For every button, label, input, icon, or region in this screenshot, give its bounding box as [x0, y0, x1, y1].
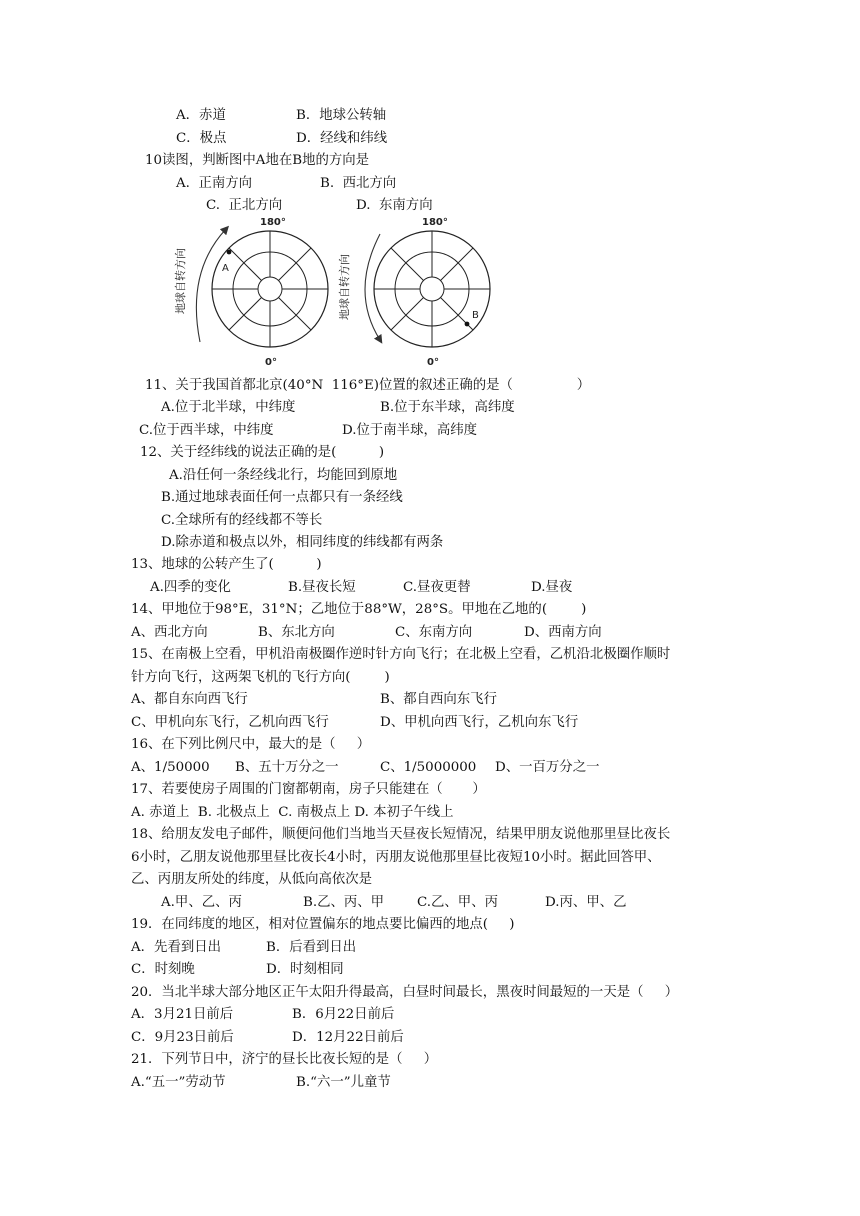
q21-option-a: A.“五一”劳动节 [131, 1075, 226, 1090]
q10-option-c: C. 正北方向 [206, 198, 283, 213]
left-top-degree: 180° [260, 217, 286, 228]
q19-option-d: D．时刻相同 [266, 962, 344, 977]
q10-option-b: B. 西北方向 [320, 176, 397, 191]
earth-rotation-figure [170, 212, 510, 370]
q21-option-b: B.“六一”儿童节 [296, 1075, 391, 1090]
q10-option-d: D. 东南方向 [356, 198, 433, 213]
left-polar-view [173, 217, 328, 368]
point-b-marker [465, 322, 470, 327]
q15-option-d: D、甲机向西飞行，乙机向东飞行 [380, 715, 579, 730]
q12-option-c: C.全球所有的经线都不等长 [161, 513, 323, 528]
q20-option-d: D．12月22日前后 [292, 1030, 404, 1045]
q15-option-a: A、都自东向西飞行 [131, 692, 248, 707]
q12-option-a: A.沿任何一条经线北行，均能回到原地 [169, 468, 398, 483]
q11-option-b: B.位于东半球，高纬度 [380, 400, 515, 415]
right-polar-view [337, 217, 490, 368]
q11-option-c: C.位于西半球，中纬度 [139, 423, 274, 438]
q18-option-b: B.乙、丙、甲 [303, 895, 385, 910]
q11-option-a: A.位于北半球，中纬度 [161, 400, 296, 415]
q10-stem: 10读图，判断图中A地在B地的方向是 [145, 153, 370, 168]
q16-option-d: D、一百万分之一 [495, 760, 600, 775]
q18-stem-line1: 18、给朋友发电子邮件，顺便问他们当地当天昼夜长短情况，结果甲朋友说他那里昼比夜长 [131, 827, 671, 842]
q17-stem: 17、若要使房子周围的门窗都朝南，房子只能建在（ ） [131, 782, 486, 797]
q20-stem: 20．当北半球大部分地区正午太阳升得最高，白昼时间最长，黑夜时间最短的一天是（ ） [131, 985, 679, 1000]
q15-stem-line2: 针方向飞行，这两架飞机的飞行方向( ) [131, 670, 390, 685]
q11-stem: 11、关于我国首都北京(40°N 116°E)位置的叙述正确的是（ ） [145, 378, 591, 393]
q16-option-b: B、五十万分之一 [235, 760, 339, 775]
q18-option-c: C.乙、甲、丙 [417, 895, 498, 910]
q9-option-c: C．极点 [176, 131, 227, 146]
q14-option-a: A、西北方向 [131, 625, 208, 640]
left-rotation-arrow [196, 229, 226, 342]
q12-option-d: D.除赤道和极点以外，相同纬度的纬线都有两条 [161, 535, 444, 550]
point-a-label: A [222, 263, 229, 274]
q15-option-b: B、都自西向东飞行 [380, 692, 497, 707]
q15-option-c: C、甲机向东飞行，乙机向西飞行 [131, 715, 329, 730]
q20-option-c: C．9月23日前后 [131, 1030, 234, 1045]
q16-option-a: A、1/50000 [131, 760, 210, 775]
q18-stem-line2: 6小时，乙朋友说他那里昼比夜长4小时，丙朋友说他那里昼比夜短10小时。据此回答甲、 [131, 850, 661, 865]
q18-stem-line3: 乙、丙朋友所处的纬度，从低向高依次是 [131, 872, 373, 887]
left-rotation-label: 地球自转方向 [174, 248, 187, 314]
q16-option-c: C、1/5000000 [380, 760, 477, 775]
q19-option-a: A．先看到日出 [131, 940, 222, 955]
point-b-label: B [472, 310, 479, 321]
q12-option-b: B.通过地球表面任何一点都只有一条经线 [161, 490, 403, 505]
q13-option-d: D.昼夜 [531, 580, 573, 595]
q20-option-b: B．6月22日前后 [292, 1007, 395, 1022]
q20-option-a: A．3月21日前后 [131, 1007, 234, 1022]
q9-option-a: A．赤道 [176, 108, 226, 123]
right-rotation-arrow [365, 234, 380, 340]
q21-stem: 21．下列节日中，济宁的昼长比夜长短的是（ ） [131, 1052, 438, 1067]
q13-option-a: A.四季的变化 [150, 580, 231, 595]
right-rotation-label: 地球自转方向 [338, 254, 351, 320]
q12-stem: 12、关于经纬线的说法正确的是( ) [140, 445, 385, 460]
q16-stem: 16、在下列比例尺中，最大的是（ ） [131, 737, 371, 752]
q19-option-b: B．后看到日出 [266, 940, 357, 955]
q11-option-d: D.位于南半球，高纬度 [342, 423, 478, 438]
q18-option-a: A.甲、乙、丙 [161, 895, 242, 910]
q9-option-d: D．经线和纬线 [296, 131, 388, 146]
q14-option-c: C、东南方向 [395, 625, 473, 640]
q13-option-b: B.昼夜长短 [288, 580, 356, 595]
q15-stem-line1: 15、在南极上空看，甲机沿南极圈作逆时针方向飞行；在北极上空看，乙机沿北极圈作顺时 [131, 647, 671, 662]
q14-option-b: B、东北方向 [258, 625, 335, 640]
q13-stem: 13、地球的公转产生了( ) [131, 557, 322, 572]
q10-option-a: A. 正南方向 [176, 176, 253, 191]
q9-option-b: B．地球公转轴 [296, 108, 387, 123]
point-a-marker [227, 250, 232, 255]
q14-stem: 14、甲地位于98°E，31°N；乙地位于88°W，28°S。甲地在乙地的( ) [131, 602, 587, 617]
q14-option-d: D、西南方向 [524, 625, 602, 640]
q18-option-d: D.丙、甲、乙 [545, 895, 627, 910]
q17-options: A. 赤道上 B. 北极点上 C. 南极点上 D. 本初子午线上 [131, 805, 454, 820]
left-bottom-degree: 0° [265, 357, 277, 368]
q19-option-c: C．时刻晚 [131, 962, 195, 977]
q19-stem: 19．在同纬度的地区，相对位置偏东的地点要比偏西的地点( ) [131, 917, 515, 932]
right-bottom-degree: 0° [427, 357, 439, 368]
q13-option-c: C.昼夜更替 [403, 580, 471, 595]
right-top-degree: 180° [422, 217, 448, 228]
